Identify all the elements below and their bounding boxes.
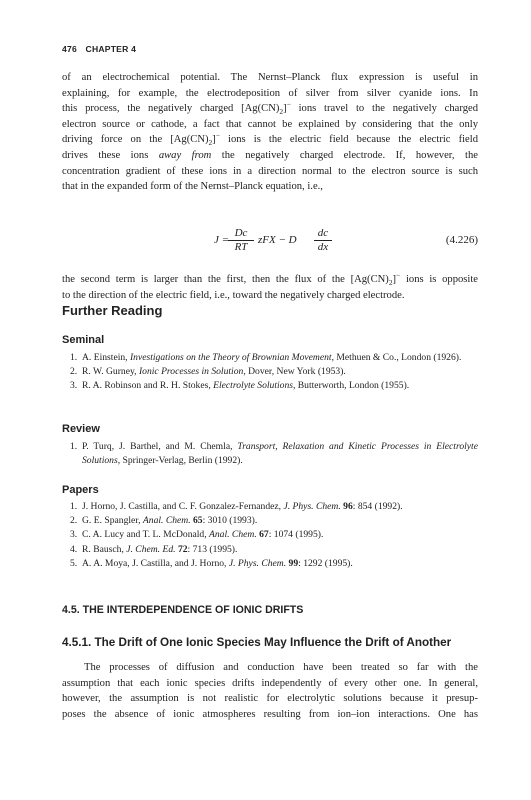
text-line: poses the absence of ionic atmospheres resulting from ion–ion interactions. One has [62,708,478,720]
text-line: to the direction of the electric field, i.e., toward the negatively charged electrode. [62,289,405,301]
paragraph-interdependence [62,660,478,722]
further-reading-heading: Further Reading [62,303,163,318]
reference-item: 1. J. Horno, J. Castilla, and C. F. Gonzalez-Fernandez, J. Phys. Chem. 96: 854 (1992). [70,501,403,512]
equation-number: (4.226) [445,234,478,246]
reference-item: 1. P. Turq, J. Barthel, and M. Chemla, Transport, Relaxation and Kinetic Processes in Electrolyte Solutions, Springer-Verlag, Berlin (1992). [70,441,478,467]
ion-formula: $[Ag(CN)_2]^-$ [241,99,291,117]
seminal-list [62,351,478,394]
fraction-dc-dx: $\frac{dc}{dx}$ [314,227,332,254]
text-line: electron source or cathode, a fact that cannot be explained by considering that the only [62,118,478,130]
text-line: explaining, for example, the electrodeposition of silver from silver cyanide ions. In [62,87,478,99]
subsection-heading: 4.5.1. The Drift of One Ionic Species May Influence the Drift of Another [62,636,452,649]
papers-list [62,500,478,571]
ion-formula: $[Ag(CN)_2]^-$ [170,130,220,148]
fraction-dc-rt: $\frac{Dc}{RT}$ [228,227,254,254]
text-line: this process, the negatively charged $[Ag(CN)_2]^-$ ions travel to the negatively charged [62,99,478,117]
emphasis: away from [158,149,212,161]
review-list [62,440,478,468]
text-line: The processes of diffusion and conduction have been treated so far with the [84,662,478,673]
running-head [62,44,136,54]
text-line: assumption that each ionic species drifts independently of every other one. In general, [62,677,478,689]
equation-4-226 [62,222,478,262]
review-heading: Review [62,423,100,435]
text-line: the second term is larger than the first, then the flux of the $[Ag(CN)_2]^-$ ions is opposite [62,270,479,288]
chapter-label: CHAPTER 4 [85,44,137,54]
text-line: concentration gradient of these ions in a direction normal to the electron source is such [62,165,478,177]
reference-item: 2. R. W. Gurney, Ionic Processes in Solution, Dover, New York (1953). [70,366,346,378]
text-line: that in the expanded form of the Nernst–Planck equation, i.e., [62,181,323,193]
paragraph-flux-direction [62,272,478,303]
seminal-heading: Seminal [62,334,105,346]
reference-item: 3. C. A. Lucy and T. L. McDonald, Anal. Chem. 67: 1074 (1995). [70,529,324,541]
text-line: drives these ions away from the negatively charged electrode. If, however, the [62,149,478,161]
page-number: 476 [62,44,77,54]
reference-item: 2. G. E. Spangler, Anal. Chem. 65: 3010 (1993). [70,515,258,527]
papers-heading: Papers [62,484,99,496]
ion-formula: $[Ag(CN)_2]^-$ [350,270,401,288]
text-line: driving force on the $[Ag(CN)_2]^-$ ions is the electric field because the electric field [62,130,478,148]
reference-item: 1. A. Einstein, Investigations on the Theory of Brownian Movement, Methuen & Co., London (1926). [70,352,462,363]
text-line: however, the assumption is not realistic for electrolytic solutions because it presup- [62,693,478,705]
equation-middle: zFX − D [258,234,297,246]
equation-lhs: J = [214,234,230,246]
section-heading: 4.5. THE INTERDEPENDENCE OF IONIC DRIFTS [62,604,304,616]
reference-item: 3. R. A. Robinson and R. H. Stokes, Electrolyte Solutions, Butterworth, London (1955). [70,380,410,392]
text-line: of an electrochemical potential. The Nernst–Planck flux expression is useful in [62,72,478,83]
reference-item: 5. A. A. Moya, J. Castilla, and J. Horno, J. Phys. Chem. 99: 1292 (1995). [70,557,353,569]
reference-item: 4. R. Bausch, J. Chem. Ed. 72: 713 (1995). [70,543,238,555]
paragraph-nernst-planck [62,70,478,195]
